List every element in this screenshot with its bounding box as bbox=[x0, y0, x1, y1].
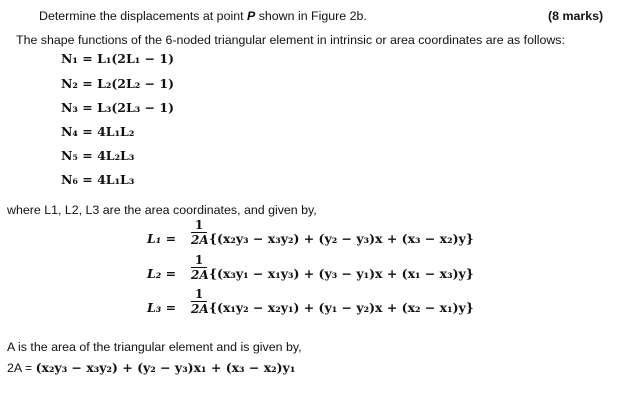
l3-numerator: 1 bbox=[194, 287, 204, 301]
l2-fraction bbox=[191, 254, 207, 281]
l2-denominator: 2A bbox=[191, 268, 209, 282]
intro-text: The shape functions of the 6-noded triangular element in intrinsic or area coordinates are as follows: bbox=[16, 33, 565, 47]
l1-denominator: 2A bbox=[191, 233, 209, 247]
where-text: where L1, L2, L3 are the area coordinates, and given by, bbox=[7, 203, 317, 217]
shape-function-n4: N₄ = 4L₁L₂ bbox=[61, 124, 135, 139]
l2-numerator: 1 bbox=[194, 253, 204, 267]
area-text: A is the area of the triangular element and is given by, bbox=[7, 340, 302, 354]
question-text: Determine the displacements at point bbox=[39, 9, 247, 23]
marks-label: (8 marks) bbox=[548, 9, 604, 23]
l3-lhs: L₃ = bbox=[147, 300, 177, 315]
question-line bbox=[39, 9, 367, 23]
l3-fraction bbox=[191, 288, 207, 315]
l3-denominator: 2A bbox=[191, 302, 209, 316]
area-formula-rhs: (x₂y₃ − x₃y₂) + (y₂ − y₃)x₁ + (x₃ − x₂)y₁ bbox=[35, 360, 296, 375]
shape-function-n2: N₂ = L₂(2L₂ − 1) bbox=[61, 76, 175, 91]
area-formula-lhs: 2A = bbox=[7, 361, 36, 375]
l2-lhs: L₂ = bbox=[147, 266, 177, 281]
l1-lhs: L₁ = bbox=[147, 231, 177, 246]
shape-function-n3: N₃ = L₃(2L₃ − 1) bbox=[61, 100, 175, 115]
l3-rhs: {(x₁y₂ − x₂y₁) + (y₁ − y₂)x + (x₂ − x₁)y} bbox=[209, 300, 474, 315]
l2-rhs: {(x₃y₁ − x₁y₃) + (y₃ − y₁)x + (x₁ − x₃)y} bbox=[209, 266, 474, 281]
l1-rhs: {(x₂y₃ − x₃y₂) + (y₂ − y₃)x + (x₃ − x₂)y} bbox=[209, 231, 474, 246]
area-formula bbox=[7, 359, 295, 377]
l1-fraction bbox=[191, 219, 207, 246]
question-tail: shown in Figure 2b. bbox=[255, 9, 367, 23]
shape-function-n5: N₅ = 4L₂L₃ bbox=[61, 148, 135, 163]
shape-function-n6: N₆ = 4L₁L₃ bbox=[61, 172, 135, 187]
l1-numerator: 1 bbox=[194, 218, 204, 232]
shape-function-n1: N₁ = L₁(2L₁ − 1) bbox=[61, 51, 175, 66]
point-label: P bbox=[247, 9, 256, 23]
